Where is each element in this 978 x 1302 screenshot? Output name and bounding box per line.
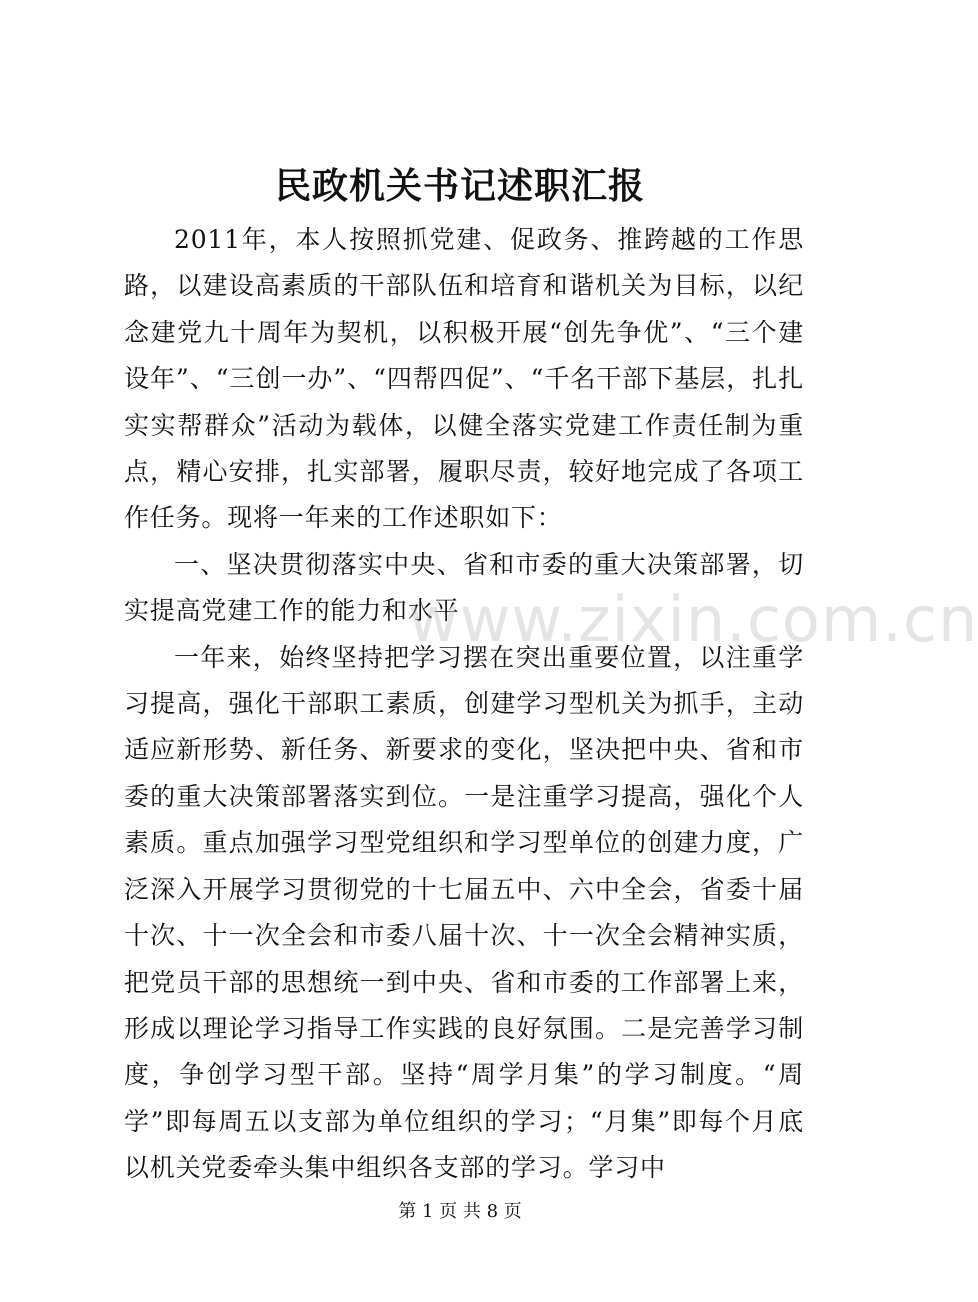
section-heading-1: 一、坚决贯彻落实中央、省和市委的重大决策部署，切实提高党建工作的能力和水平 [124,549,804,626]
watermark: www.zixin.com.cn [408,583,978,656]
page-footer: 第 1 页 共 8 页 [398,1201,522,1222]
document-body [124,217,804,1192]
paragraph-study: 一年来，始终坚持把学习摆在突出重要位置，以注重学习提高，强化干部职工素质，创建学习型机关为抓手，主动适应新形势、新任务、新要求的变化，坚决把中央、省和市委的重大决策部署落实到位。一是注重学习提高，强化个人素质。重点加强学习型党组织和学习型单位的创建力度，广泛深入开展学习贯彻党的十七届五中、六中全会，省委十届十次、十一次全会和市委八届十次、十一次全会精神实质，把党员干部的思想统一到中央、省和市委的工作部署上来，形成以理论学习指导工作实践的良好氛围。二是完善学习制度，争创学习型干部。坚持“周学月集”的学习制度。“周学”即每周五以支部为单位组织的学习；“月集”即每个月底以机关党委牵头集中组织各支部的学习。学习中 [124,642,804,1183]
paragraph-intro: 2011年，本人按照抓党建、促政务、推跨越的工作思路，以建设高素质的干部队伍和培育和谐机关为目标，以纪念建党九十周年为契机，以积极开展“创先争优”、“三个建设年”、“三创一办”、“四帮四促”、“千名干部下基层，扎扎实实帮群众”活动为载体，以健全落实党建工作责任制为重点，精心安排，扎实部署，履职尽责，较好地完成了各项工作任务。现将一年来的工作述职如下： [124,225,804,533]
document-title: 民政机关书记述职汇报 [274,165,645,207]
